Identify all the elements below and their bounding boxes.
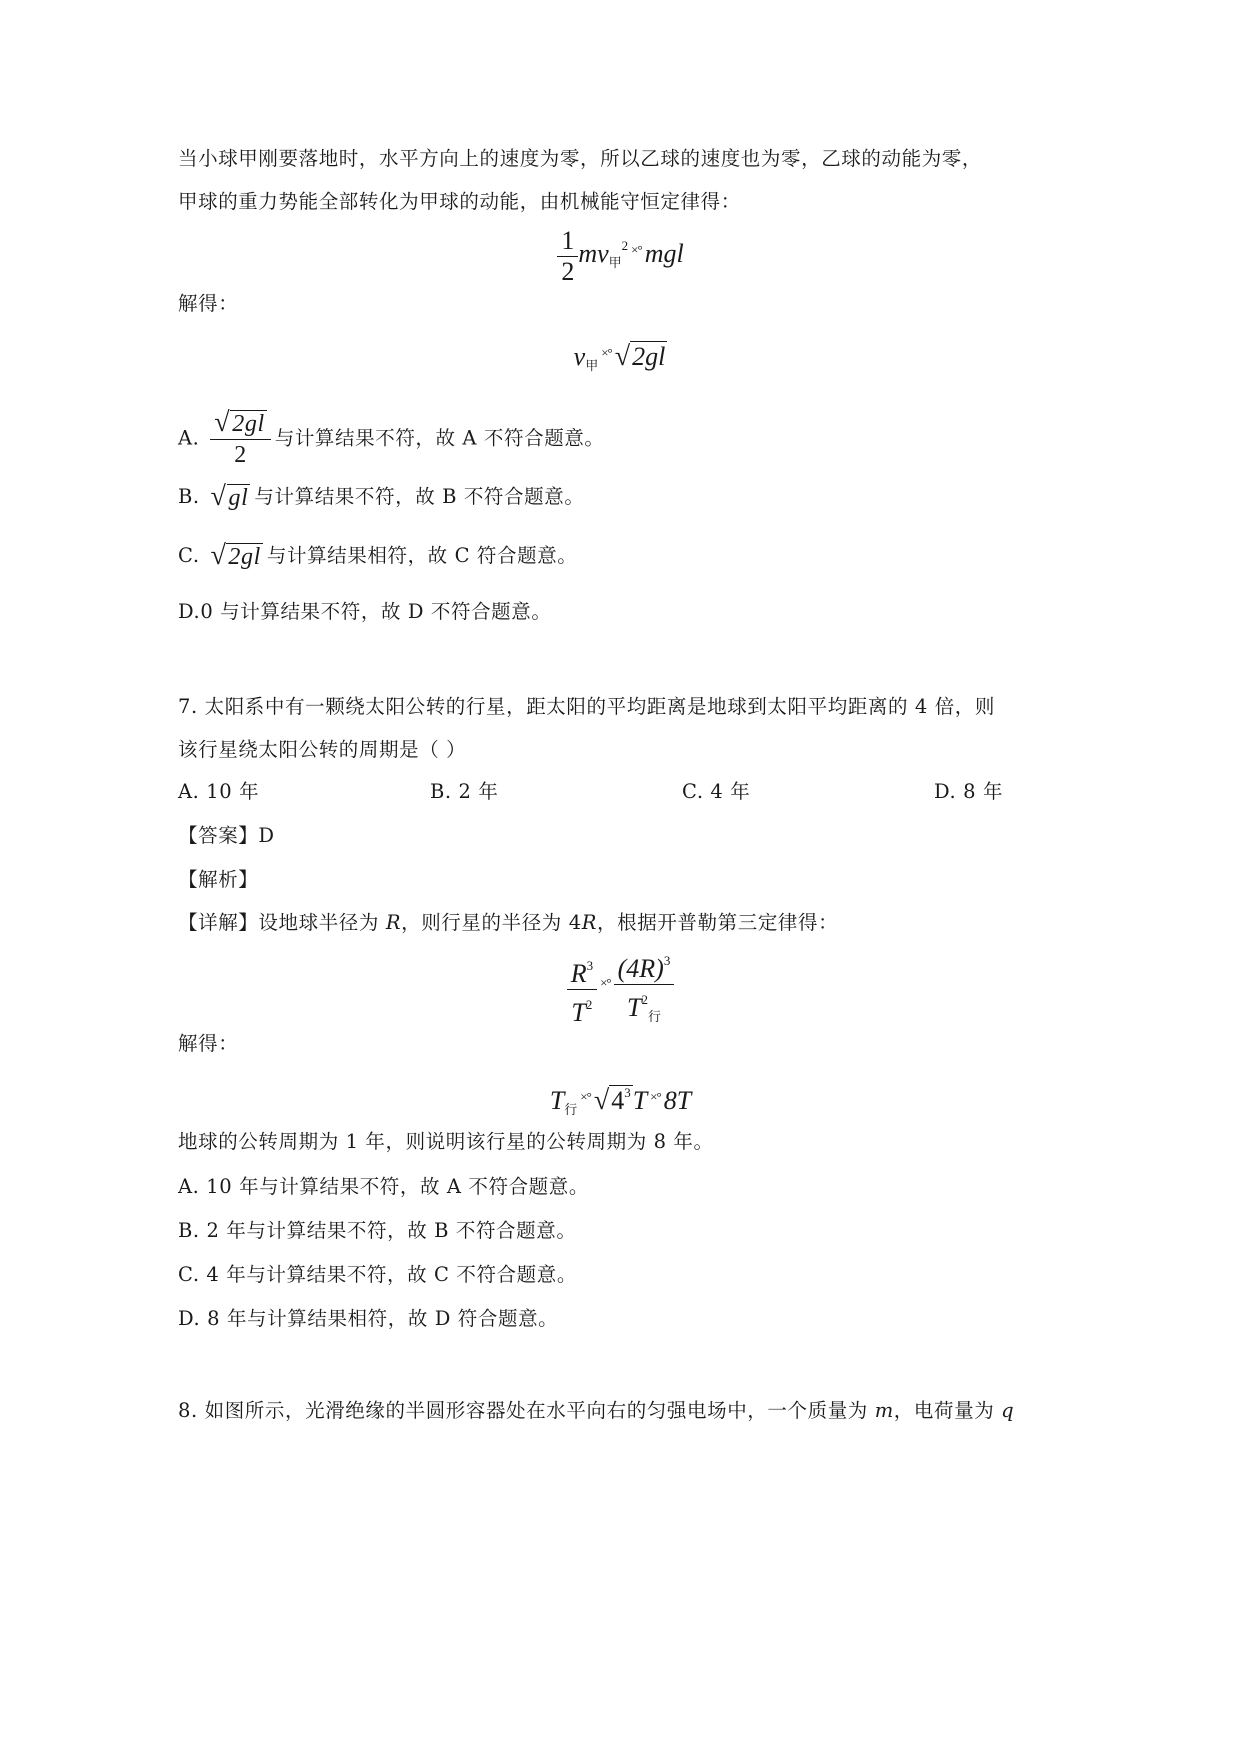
option-prefix: A. [178,426,200,450]
q7-option-d: D. 8 年与计算结果相符，故 D 符合题意。 [178,1307,559,1330]
variable-r: R [385,911,402,934]
fraction-sqrt-2gl-over-2: $\frac{√2gl}{2}$ [210,408,270,470]
relation-symbol: ×° [580,1089,591,1104]
relation-symbol: ×° [600,974,611,990]
q7-stem-line-2: 该行星绕太阳公转的周期是（ ） [178,738,467,761]
q7-detail: 【详解】设地球半径为 R，则行星的半径为 4R，根据开普勒第三定律得： [178,911,839,934]
option-text: 0 与计算结果不符，故 D 不符合题意。 [200,600,552,623]
fraction-r3-over-t2: $\frac{R^3}{T^2}$ [567,951,597,1028]
q7-option-b: B. 2 年与计算结果不符，故 B 不符合题意。 [178,1219,577,1242]
q7-conclusion: 地球的公转周期为 1 年，则说明该行星的公转周期为 8 年。 [178,1130,714,1153]
fraction-denominator: 2 [561,257,575,286]
option-prefix: B. [178,485,200,508]
option-text: 与计算结果相符，故 C 符合题意。 [266,544,578,567]
equation-period-result: $T_行^{\times^\circ}$ $√4^3T$ ×° 8T [0,1078,1241,1125]
relation-symbol: ×° [631,242,642,258]
q7-stem-line-1: 7. 太阳系中有一颗绕太阳公转的行星，距太阳的平均距离是地球到太阳平均距离的 4 倍，则 [178,695,996,718]
q7-option-a: A. 10 年与计算结果不符，故 A 不符合题意。 [178,1175,589,1198]
variable-r: R [581,911,598,934]
fraction-half [557,226,578,287]
option-prefix: D. [178,600,201,623]
option-prefix: C. [178,544,200,567]
choice-d: D. 8 年 [934,780,1004,803]
q7-choices-row [178,778,1058,806]
q6-paragraph-line-2: 甲球的重力势能全部转化为甲球的动能，由机械能守恒定律得： [178,190,741,213]
variable-q: q [1001,1399,1015,1422]
q7-analysis-label: 【解析】 [178,868,259,891]
q8-stem: 8. 如图所示，光滑绝缘的半圆形容器处在水平向右的匀强电场中，一个质量为 m，电荷量为 q [178,1399,1015,1422]
q6-option-c [178,542,577,571]
choice-b: B. 2 年 [430,780,499,803]
subscript-jia: 甲 [608,255,622,271]
subscript-jia: 甲 [585,358,599,373]
q7-answer: 【答案】D [178,824,275,847]
choice-a: A. 10 年 [178,780,260,803]
term-mgl: mgl [644,239,684,269]
sqrt-4-cubed: $√4^3$ [593,1085,631,1116]
equation-velocity-result [0,338,1241,381]
q7-solve-label: 解得： [178,1032,239,1055]
sqrt-2gl: √2gl [210,540,261,571]
fraction-numerator: 1 [557,226,578,257]
relation-symbol: ×° [601,345,612,360]
fraction-4r3-over-t2: $\frac{(4R)^3}{T^2_行}$ [614,946,675,1032]
q6-option-b [178,483,584,512]
term-mv: mv [578,239,609,269]
q6-option-d [178,598,551,626]
option-text: 与计算结果不符，故 B 不符合题意。 [254,485,585,508]
sqrt-2gl: √2gl [614,341,666,372]
q6-option-a [178,408,605,468]
variable-m: m [874,1399,894,1422]
q6-solve-label: 解得： [178,292,239,315]
option-text: 与计算结果不符，故 A 不符合题意。 [274,426,605,450]
choice-c: C. 4 年 [682,780,751,803]
sqrt-gl: √gl [210,481,249,512]
superscript-2: 2 [621,238,629,254]
relation-symbol: ×° [650,1089,661,1104]
equation-kepler-third-law [0,946,1241,1032]
equation-energy-conservation [0,226,1241,287]
q6-paragraph-line-1: 当小球甲刚要落地时，水平方向上的速度为零，所以乙球的速度也为零，乙球的动能为零， [178,147,983,170]
term-v: v [573,342,586,371]
q7-option-c: C. 4 年与计算结果不符，故 C 不符合题意。 [178,1263,577,1286]
